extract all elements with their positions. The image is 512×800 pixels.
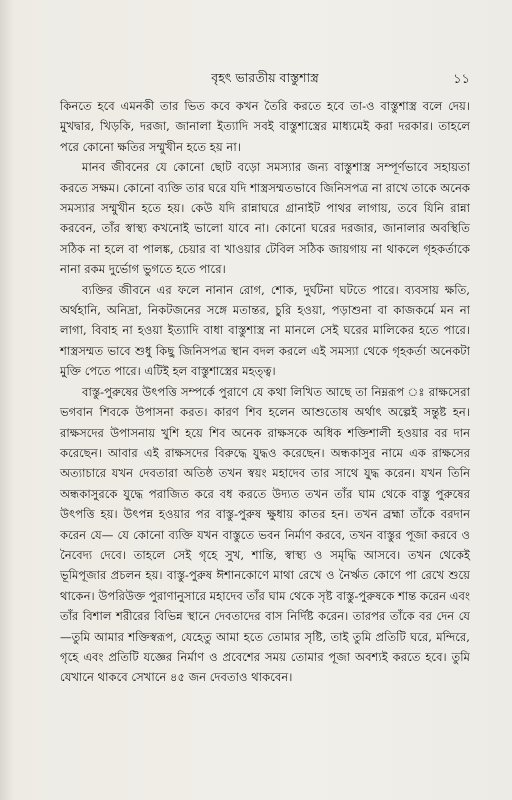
paragraph-1: কিনতে হবে এমনকী তার ভিত কবে কখন তৈরি করতে হবে তা-ও বাস্তুশাস্ত্র বলে দেয়। মুখদ্বার, খিড়কি, দরজা, জানালা ইত্যাদি সবই বাস্তুশাস্ত্রের মাধ্যমেই করা দরকার। তাহলে পরে কোনো ক্ষতির সম্মুখীন হতে হয় না। xyxy=(60,99,470,154)
page-header xyxy=(60,70,470,92)
paragraph-4: বাস্তু-পুরুষের উৎপত্তি সম্পর্কে পুরাণে যে কথা লিখিত আছে তা নিম্নরূপ ঃ রাক্ষসেরা ভগবান শিবকে উপাসনা করত। কারণ শিব হলেন আশুতোষ অর্থাৎ অল্পেই সন্তুষ্ট হন। রাক্ষসদের উপাসনায় খুশি হয়ে শিব অনেক রাক্ষসকে অধিক শক্তিশালী হওয়ার বর দান করেছেন। আবার এই রাক্ষসদের বিরুদ্ধে যুদ্ধও করেছেন। অন্ধকাসুর নামে এক রাক্ষসের অত্যাচারে যখন দেবতারা অতিষ্ঠ তখন স্বয়ং মহাদেব তার সাথে যুদ্ধ করেন। যখন তিনি অন্ধকাসুরকে যুদ্ধে পরাজিত করে বধ করতে উদ্যত তখন তাঁর ঘাম থেকে বাস্তু পুরুষের উৎপত্তি হয়। উৎপন্ন হওয়ার পর বাস্তু-পুরুষ ক্ষুধায় কাতর হন। তখন ব্রহ্মা তাঁকে বরদান করেন যে— যে কোনো ব্যক্তি যখন বাস্তুতে ভবন নির্মাণ করবে, তখন বাস্তুর পূজা করবে ও নৈবেদ্য দেবে। তাহলে সেই গৃহে সুখ, শান্তি, স্বাস্থ্য ও সমৃদ্ধি আসবে। তখন থেকেই ভূমিপূজার প্রচলন হয়। বাস্তু-পুরুষ ঈশানকোণে মাথা রেখে ও নৈর্ঋত কোণে পা রেখে শুয়ে থাকেন। উপরিউক্ত পুরাণানুসারে মহাদেব তাঁর ঘাম থেকে সৃষ্ট বাস্তু-পুরুষকে শান্ত করেন এবং তাঁর বিশাল শরীরের বিভিন্ন স্থানে দেবতাদের বাস নির্দিষ্ট করেন। তারপর তাঁকে বর দেন যে—তুমি আমার শক্তিস্বরূপ, যেহেতু আমা হতে তোমার সৃষ্টি, তাই তুমি প্রতিটি ঘরে, মন্দিরে, গৃহে এবং প্রতিটি যজ্ঞের নির্মাণ ও প্রবেশের সময় তোমার পূজা অবশ্যই করতে হবে। তুমি যেখানে থাকবে সেখানে ৪৫ জন দেবতাও থাকবেন। xyxy=(60,384,470,685)
body-text xyxy=(60,96,470,688)
running-title: বৃহৎ ভারতীয় বাস্তুশাস্ত্র xyxy=(211,70,319,85)
page-number: ১১ xyxy=(453,72,470,87)
paragraph-3: ব্যক্তির জীবনে এর ফলে নানান রোগ, শোক, দুর্ঘটনা ঘটতে পারে। ব্যবসায় ক্ষতি, অর্থহানি, অনিদ্রা, নিকটজনের সঙ্গে মতান্তর, চুরি হওয়া, পড়াশুনা বা কাজকর্মে মন না লাগা, বিবাহ না হওয়া ইত্যাদি বাধা বাস্তুশাস্ত্র না মানলে সেই ঘরের মালিকের হতে পারে। শাস্ত্রসম্মত ভাবে শুধু কিছু জিনিসপত্র স্থান বদল করলে এই সমস্যা থেকে গৃহকর্তা অনেকটা মুক্তি পেতে পারে। এটিই হল বাস্তুশাস্ত্রের মহত্ত্ব। xyxy=(60,282,470,379)
paragraph-2: মানব জীবনের যে কোনো ছোট বড়ো সমস্যার জন্য বাস্তুশাস্ত্র সম্পূর্ণভাবে সহায়তা করতে সক্ষম। কোনো ব্যক্তি তার ঘরে যদি শাস্ত্রসম্মতভাবে জিনিসপত্র না রাখে তাকে অনেক সমস্যার সম্মুখীন হতে হয়। কেউ যদি রান্নাঘরে গ্রানাইট পাথর লাগায়, তবে যিনি রান্না করবেন, তাঁর স্বাস্থ্য কখনোই ভালো যাবে না। কোনো ঘরের দরজার, জানালার অবস্থিতি সঠিক না হলে বা পালঙ্ক, চেয়ার বা খাওয়ার টেবিল সঠিক জায়গায় না থাকলে গৃহকর্তাকে নানা রকম দুর্ভোগ ভুগতে হতে পারে। xyxy=(60,160,470,277)
